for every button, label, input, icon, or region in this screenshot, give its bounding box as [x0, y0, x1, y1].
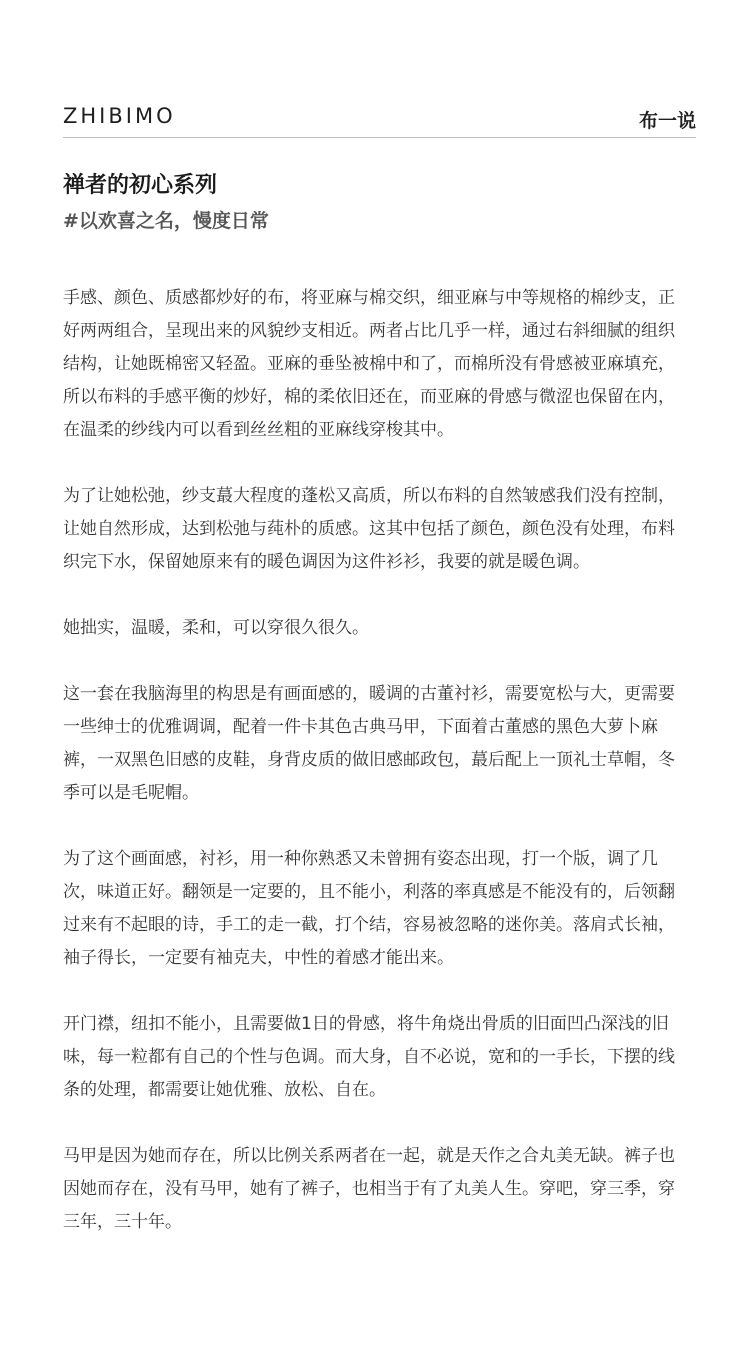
paragraph: 为了这个画面感，衬衫，用一种你熟悉又未曾拥有姿态出现，打一个版，调了几次，味道正好。翻领是一定要的，且不能小，利落的率真感是不能没有的，后领翻过来有不起眼的诗，手工的走一截，打个结，容易被忽略的迷你美。落肩式长袖，袖子得长，一定要有袖克夫，中性的着感才能出来。	[63, 849, 675, 968]
article-subtitle: #以欢喜之名，慢度日常	[63, 210, 269, 232]
paragraph: 这一套在我脑海里的构思是有画面感的，暖调的古董衬衫，需要宽松与大，更需要一些绅士的优雅调调，配着一件卡其色古典马甲，下面着古董感的黑色大萝卜麻裤，一双黑色旧感的皮鞋，身背皮质的做旧感邮政包，蕞后配上一顶礼士草帽，冬季可以是毛呢帽。	[63, 684, 675, 803]
paragraph: 开门襟，纽扣不能小，且需要做1日的骨感，将牛角烧出骨质的旧面凹凸深浅的旧味，每一粒都有自己的个性与色调。而大身，自不必说，宽和的一手长，下摆的线条的处理，都需要让她优雅、放松、自在。	[63, 1014, 675, 1100]
paragraph: 马甲是因为她而存在，所以比例关系两者在一起，就是天作之合丸美无缺。裤子也因她而存在，没有马甲，她有了裤子，也相当于有了丸美人生。穿吧，穿三季，穿三年，三十年。	[63, 1146, 675, 1232]
paragraph: 手感、颜色、质感都炒好的布，将亚麻与棉交织，细亚麻与中等规格的棉纱支，正好两两组合，呈现出来的风貌纱支相近。两者占比几乎一样，通过右斜细腻的组织结构，让她既棉密又轻盈。亚麻的垂坠被棉中和了，而棉所没有骨感被亚麻填充，所以布料的手感平衡的炒好，棉的柔依旧还在，而亚麻的骨感与微涩也保留在内，在温柔的纱线内可以看到丝丝粗的亚麻线穿梭其中。	[63, 288, 675, 440]
paragraph: 她拙实，温暖，柔和，可以穿很久很久。	[63, 618, 369, 638]
article-title: 禅者的初心系列	[63, 173, 218, 198]
brand-logo-text: ZHIBIMO	[63, 104, 176, 128]
header-column-title: 布一说	[638, 110, 696, 132]
paragraph: 为了让她松弛，纱支蕞大程度的蓬松又高质，所以布料的自然皱感我们没有控制，让她自然形成，达到松弛与莼朴的质感。这其中包括了颜色，颜色没有处理，布料织完下水，保留她原来有的暖色调因为这件衫衫，我要的就是暖色调。	[63, 486, 675, 572]
page-header	[63, 104, 696, 138]
article-body	[63, 282, 687, 1272]
